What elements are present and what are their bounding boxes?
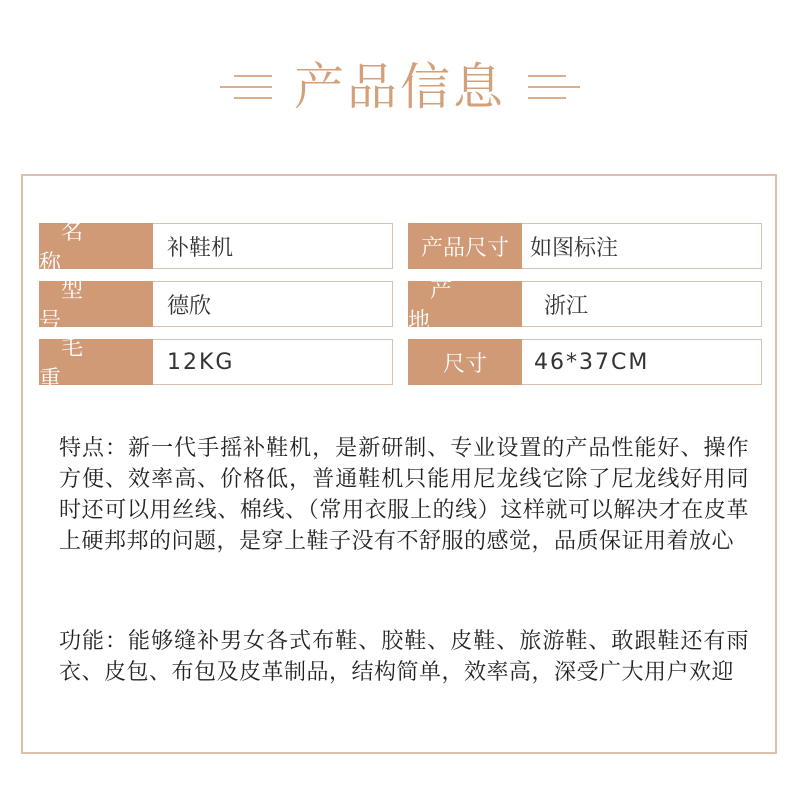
- title-decoration-right: [528, 75, 580, 101]
- spec-weight: [39, 336, 393, 392]
- spec-origin-label: 产 地: [408, 281, 522, 327]
- spec-size: [408, 223, 762, 269]
- spec-model-value: 德欣: [153, 281, 393, 327]
- spec-size-label: 产品尺寸: [408, 223, 522, 269]
- spec-name-label: 名 称: [39, 223, 153, 269]
- spec-dimensions-label: 尺寸: [408, 339, 522, 385]
- features-paragraph: 特点：新一代手摇补鞋机，是新研制、专业设置的产品性能好、操作方便、效率高、价格低，普通鞋机只能用尼龙线它除了尼龙线好用同时还可以用丝线、棉线、（常用衣服上的线）这样就可以解决才在皮革上硬邦邦的问题，是穿上鞋子没有不舒服的感觉，品质保证用着放心: [59, 436, 749, 554]
- spec-origin: [408, 278, 762, 334]
- spec-name-value: 补鞋机: [153, 223, 393, 269]
- spec-origin-value: 浙江: [522, 281, 762, 327]
- spec-dimensions: [408, 339, 762, 385]
- spec-weight-value: 12KG: [153, 339, 393, 385]
- spec-dimensions-value: 46*37CM: [522, 339, 762, 385]
- page-title: 产品信息: [294, 58, 506, 116]
- spec-name: [39, 220, 393, 276]
- functions-paragraph: 功能：能够缝补男女各式布鞋、胶鞋、皮鞋、旅游鞋、敢跟鞋还有雨衣、皮包、布包及皮革制品，结构简单，效率高，深受广大用户欢迎: [59, 629, 749, 685]
- spec-size-value: 如图标注: [522, 223, 762, 269]
- spec-model-label: 型 号: [39, 281, 153, 327]
- spec-model: [39, 278, 393, 334]
- spec-weight-label: 毛 重: [39, 339, 153, 385]
